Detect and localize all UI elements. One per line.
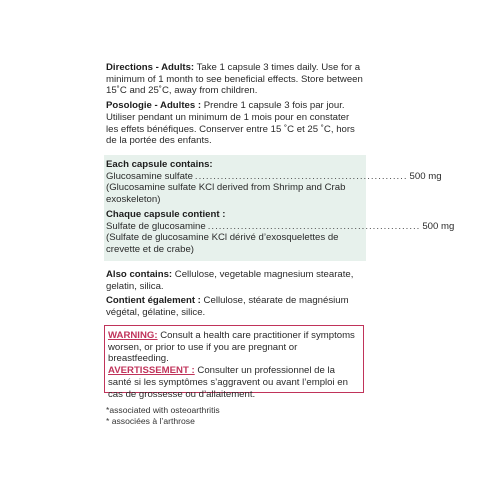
also-contains-fr (106, 295, 364, 318)
warning-en (108, 330, 360, 365)
ingredient-name-en: Glucosamine sulfate (106, 170, 193, 182)
ingredient-name-fr: Sulfate de glucosamine (106, 220, 206, 232)
leader-dots-fr: .......................................................... (207, 220, 421, 232)
warning-en-text: Consult a health care practitioner if symptoms worsen, or prior to use if you are pregnant or breastfeeding. (108, 330, 355, 365)
directions-fr-heading: Posologie - Adultes : (106, 100, 202, 112)
ingredient-source-en: (Glucosamine sulfate KCl derived from Shrimp and Crab exoskeleton) (106, 182, 346, 206)
medicinal-ingredients-box (104, 155, 455, 261)
ingredient-amount-fr: 500 mg (422, 220, 455, 232)
ingredient-line-en (106, 170, 442, 183)
ingredient-line-fr (106, 220, 455, 233)
directions-fr-text: Prendre 1 capsule 3 fois par jour. Utiliser pendant un minimum de 1 mois pour en constater les effets bénéfiques. Conserver entre 15 ˚C et 25 ˚C, hors de la portée des enfants. (106, 100, 355, 147)
also-contains-en-text: Cellulose, vegetable magnesium stearate, gelatin, silica. (106, 269, 354, 292)
warning-fr-text: Consulter un professionnel de la santé si les symptômes s’aggravent ou avant l’emploi en cas de grossesse ou d’allaitement. (108, 365, 348, 400)
warning-content (108, 330, 360, 400)
ingredient-source-fr: (Sulfate de glucosamine KCl dérivé d’exosquelettes de crevette et de crabe) (106, 232, 339, 255)
also-contains-fr-text: Cellulose, stéarate de magnésium végétal, gélatine, silice. (106, 295, 349, 319)
non-medicinal-section (106, 269, 364, 322)
also-contains-fr-heading: Contient également : (106, 295, 201, 307)
also-contains-en-heading: Also contains: (106, 269, 173, 280)
warning-fr (108, 365, 360, 400)
warning-en-heading: WARNING: (108, 330, 158, 341)
leader-dots-en: .......................................................... (194, 170, 408, 182)
warning-fr-heading: AVERTISSEMENT : (108, 365, 195, 377)
footnotes (106, 405, 306, 427)
footnote-fr: * associées à l’arthrose (106, 416, 195, 426)
directions-fr (106, 100, 364, 147)
directions-en-text: Take 1 capsule 3 times daily. Use for a minimum of 1 month to see beneficial effects. Store between 15˚C and 25˚C, away from children. (106, 62, 363, 97)
also-contains-en (106, 269, 364, 292)
footnote-en: *associated with osteoarthritis (106, 405, 220, 415)
directions-section (106, 62, 364, 150)
each-capsule-fr-heading: Chaque capsule contient : (106, 208, 226, 220)
directions-en (106, 62, 364, 97)
directions-en-heading: Directions - Adults: (106, 62, 195, 73)
ingredient-amount-en: 500 mg (409, 170, 442, 182)
medicinal-ingredients-content (106, 159, 455, 256)
each-capsule-en-heading: Each capsule contains: (106, 159, 213, 170)
warning-box (104, 325, 364, 400)
